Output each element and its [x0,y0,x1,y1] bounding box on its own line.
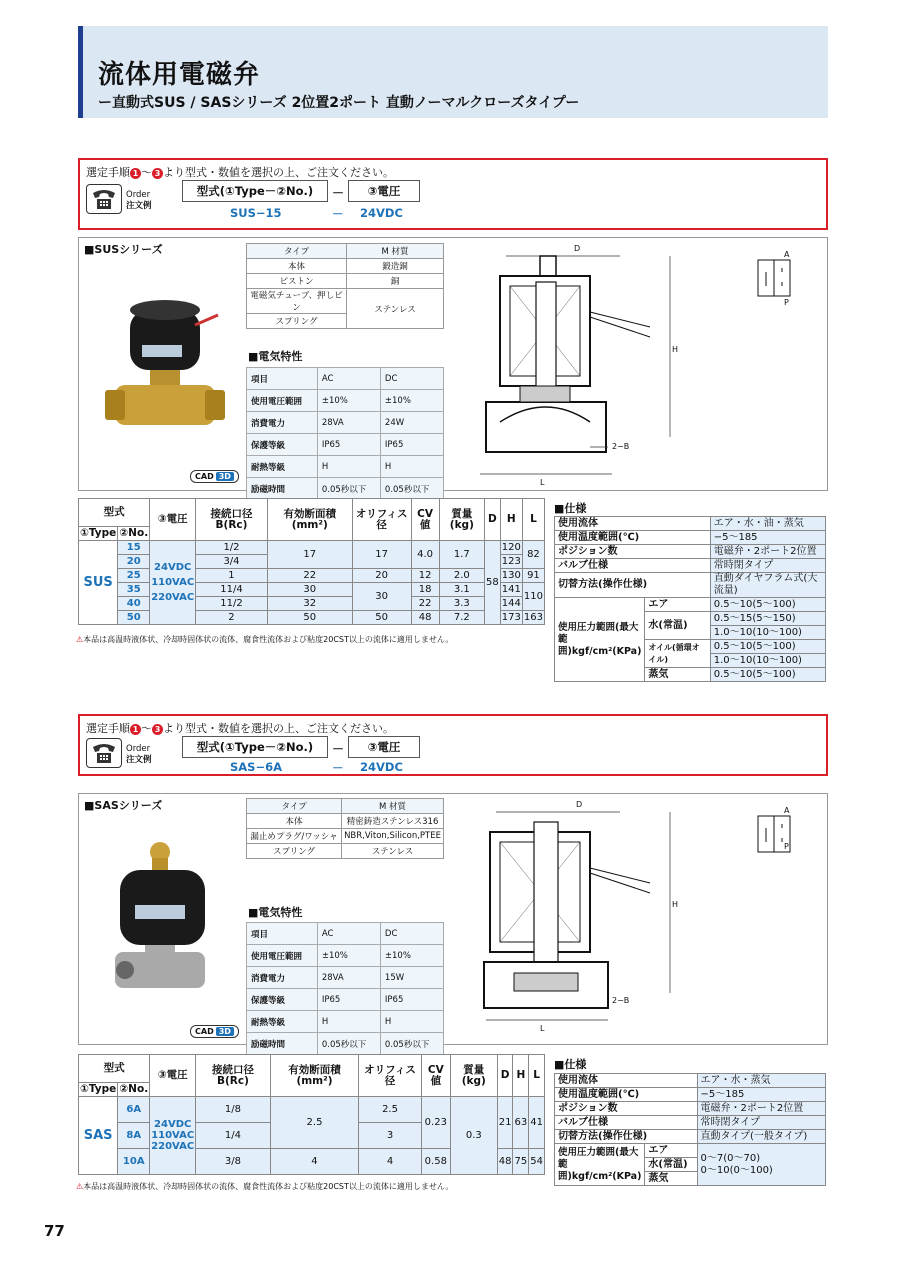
sas-model-table [78,1054,545,1175]
spec-value: 0.5〜15(5〜150) [710,612,825,626]
port-cell: 11/4 [196,583,268,597]
spec-value: 0〜7(0〜70) [700,1152,761,1164]
elec-dc: DC [380,923,443,945]
port-cell: 1/4 [196,1123,271,1149]
port-cell: 1 [196,569,268,583]
th-mass: 質量(kg) [439,499,484,541]
area-cell: 32 [267,597,352,611]
materials-part: スプリング [247,314,347,329]
no-cell: 15 [118,541,150,555]
sas-dimension-drawing [460,798,825,1043]
elec-key: 励磁時間 [247,478,318,500]
materials-value: ステンレス [347,289,444,329]
spec-pressure-values [697,1144,826,1186]
order-voltage-value: 24VDC [360,206,403,220]
order-label-jp: 注文例 [126,201,152,211]
elec-key: 消費電力 [247,412,318,434]
symbol-p-label: P [784,842,789,851]
order-example-box [78,714,828,776]
cv-cell: 0.58 [421,1149,450,1175]
sus-electrical-table [246,367,444,500]
dim-d-label: D [574,244,581,253]
th-d: D [497,1055,513,1097]
th-model: 型式 [79,1055,150,1083]
l-cell: 54 [529,1149,545,1175]
elec-dc: H [380,456,443,478]
sas-spec-title: ■仕様 [554,1058,587,1071]
spec-value: 常時閉タイプ [710,559,825,573]
spec-key: バルブ仕様 [555,559,711,573]
phone-icon [86,184,122,214]
spec-key: 使用圧力範囲(最大範囲)kgf/cm²(KPa) [555,598,645,682]
materials-value: 銅 [347,274,444,289]
no-cell: 6A [118,1097,150,1123]
h-cell: 144 [501,598,521,609]
sas-note [76,1181,453,1192]
order-dash-value: － [332,761,344,775]
h-cell: 130 [501,570,521,581]
l-cell: 163 [523,612,543,623]
order-instruction [86,164,394,180]
elec-ac: AC [317,368,380,390]
elec-dc: ±10% [380,945,443,967]
elec-key: 消費電力 [247,967,318,989]
area-cell: 30 [267,583,352,597]
volt-option: 24VDC [154,562,192,573]
spec-key: 切替方法(操作仕様) [555,1130,698,1144]
spec-subkey: 蒸気 [645,668,710,682]
th-d: D [485,499,501,541]
h-cell: 123 [501,556,521,567]
cv-cell: 0.23 [421,1097,450,1149]
cv-cell: 18 [411,583,439,597]
l-cell: 110 [522,583,544,611]
spec-key: 使用温度範囲(℃) [555,531,711,545]
materials-part: 本体 [247,259,347,274]
warning-icon: ⚠ [76,1182,84,1191]
mass-cell: 2.0 [439,569,484,583]
page-number: 77 [44,1222,65,1240]
elec-ac: IP65 [317,989,380,1011]
phone-icon [86,738,122,768]
elec-dc: H [380,1011,443,1033]
page-title: 流体用電磁弁 [98,60,261,90]
no-cell: 10A [118,1149,150,1175]
no-cell: 8A [118,1123,150,1149]
spec-value: 1.0〜10(10〜100) [710,626,825,640]
spec-value: エア・水・油・蒸気 [710,517,825,531]
step-3-badge: 3 [152,724,163,735]
sus-spec-title: ■仕様 [554,502,587,515]
spec-key: 使用流体 [555,1074,698,1088]
th-l: L [529,1055,545,1097]
h-cell: 173 [501,612,521,623]
elec-dc: 15W [380,967,443,989]
spec-key: 使用圧力範囲(最大範囲)kgf/cm²(KPa) [555,1144,645,1186]
sus-note-text: 本品は高温時液体状、冷却時固体状の流体、腐食性流体および粘度20CST以上の流体に適用しません。 [83,635,454,644]
sas-series-title: ■SASシリーズ [84,799,163,812]
port-cell: 3/8 [196,1149,271,1175]
sas-spec-table [554,1073,826,1186]
sas-electrical-table [246,922,444,1055]
elec-ac: IP65 [317,434,380,456]
th-type: ①Type [80,527,117,539]
port-cell: 2 [196,611,268,625]
cad-label: CAD [195,472,214,481]
order-voltage-box: ③電圧 [348,736,420,758]
elec-dc: DC [380,368,443,390]
elec-key: 保護等級 [247,989,318,1011]
step-1-badge: 1 [130,168,141,179]
symbol-a-label: A [784,806,790,815]
cv-cell: 12 [411,569,439,583]
spec-value: −5〜185 [697,1088,826,1102]
spec-value: 0.5〜10(5〜100) [710,668,825,682]
th-l: L [522,499,544,541]
materials-part: 本体 [247,814,342,829]
materials-part: 電磁気チューブ、押しピン [247,289,347,314]
elec-key: 耐熱等級 [247,456,318,478]
spec-value: 0.5〜10(5〜100) [710,598,825,612]
dim-d-label: D [576,800,583,809]
area-cell: 17 [267,541,352,569]
area-cell: 50 [267,611,352,625]
order-label-en: Order [126,744,151,754]
elec-ac: 0.05秒以下 [317,478,380,500]
mass-cell: 3.1 [439,583,484,597]
h-cell: 141 [501,584,521,595]
spec-value: 電磁弁・2ポート2位置 [697,1102,826,1116]
elec-key: 使用電圧範囲 [247,390,318,412]
elec-ac: 28VA [317,967,380,989]
elec-ac: H [317,456,380,478]
d-cell: 21 [497,1097,513,1149]
elec-dc: IP65 [380,989,443,1011]
sas-note-text: 本品は高温時液体状、冷却時固体状の流体、腐食性流体および粘度20CST以上の流体に適用しません。 [83,1182,454,1191]
th-no: ②No. [119,527,149,539]
elec-ac: AC [317,923,380,945]
materials-value: 鍛造銅 [347,259,444,274]
dim-h-label: H [672,900,679,909]
th-type: ①Type [80,1083,117,1095]
spec-key: ポジション数 [555,545,711,559]
step-3-badge: 3 [152,168,163,179]
th-area: 有効断面積(mm²) [270,1055,359,1097]
dim-h-label: H [672,345,679,354]
spec-key: ポジション数 [555,1102,698,1116]
th-area: 有効断面積(mm²) [267,499,352,541]
orifice-cell: 50 [352,611,411,625]
elec-dc: IP65 [380,434,443,456]
port-cell: 3/4 [196,555,268,569]
volt-option: 110VAC [151,577,195,588]
mass-cell: 1.7 [439,541,484,569]
d-cell: 48 [497,1149,513,1175]
orifice-cell: 2.5 [359,1097,422,1123]
page-subtitle: ー直動式SUS / SASシリーズ 2位置2ポート 直動ノーマルクローズタイプー [98,95,580,111]
order-label [126,190,152,212]
th-port: 接続口径B(Rc) [196,499,268,541]
sus-series-title: ■SUSシリーズ [84,243,163,256]
elec-ac: ±10% [317,390,380,412]
elec-key: 励磁時間 [247,1033,318,1055]
spec-subkey: オイル(循環オイル) [645,640,710,668]
spec-subkey: 蒸気 [645,1172,697,1186]
d-cell: 58 [485,541,501,625]
spec-value: エア・水・蒸気 [697,1074,826,1088]
elec-dc: 0.05秒以下 [380,1033,443,1055]
cad-3d-badge[interactable] [190,1025,239,1038]
area-cell: 4 [270,1149,359,1175]
spec-key: 使用流体 [555,517,711,531]
elec-key: 耐熱等級 [247,1011,318,1033]
materials-head-material: M 材質 [342,799,444,814]
th-orifice: オリフィス径 [359,1055,422,1097]
sus-elec-title: ■電気特性 [248,350,303,363]
cad-label: CAD [195,1027,214,1036]
cad-3d-label: 3D [216,1027,234,1036]
materials-value: 精密鋳造ステンレス316 [342,814,444,829]
dim-l-label: L [540,478,545,487]
spec-subkey: エア [645,598,710,612]
spec-subkey: エア [645,1144,697,1158]
port-cell: 1/2 [196,541,268,555]
no-cell: 35 [118,583,150,597]
mass-cell: 0.3 [450,1097,497,1175]
area-cell: 2.5 [270,1097,359,1149]
no-cell: 25 [118,569,150,583]
th-orifice: オリフィス径 [352,499,411,541]
orifice-cell: 4 [359,1149,422,1175]
spec-subkey: 水(常温) [645,612,710,640]
cv-cell: 48 [411,611,439,625]
order-label-en: Order [126,190,151,200]
order-line-tilde: ～ [141,722,152,735]
elec-dc: 24W [380,412,443,434]
th-mass: 質量(kg) [450,1055,497,1097]
materials-value: ステンレス [342,844,444,859]
th-h: H [500,499,522,541]
elec-ac: H [317,1011,380,1033]
order-dash: － [332,186,345,200]
volt-option: 220VAC [151,592,195,603]
elec-key: 項目 [247,368,318,390]
l-cell: 82 [522,541,544,569]
volt-option: 110VAC [151,1130,195,1141]
spec-subkey: 水(常温) [645,1158,697,1172]
order-line-post: より型式・数値を選択の上、ご注文ください。 [163,722,394,735]
order-voltage-box: ③電圧 [348,180,420,202]
order-label-jp: 注文例 [126,755,152,765]
materials-part: 漏止めプラグ/ワッシャ [247,829,342,844]
orifice-cell: 30 [352,583,411,611]
sus-note [76,634,453,645]
order-model-box: 型式(①Type－②No.) [182,180,328,202]
materials-head-material: M 材質 [347,244,444,259]
spec-value: 0〜10(0〜100) [700,1164,773,1176]
spec-key: 使用温度範囲(℃) [555,1088,698,1102]
order-voltage-value: 24VDC [360,760,403,774]
order-line-pre: 選定手順 [86,166,130,179]
th-voltage: ③電圧 [150,1055,196,1097]
cad-3d-label: 3D [216,472,234,481]
materials-part: ピストン [247,274,347,289]
sus-dimension-drawing [460,242,825,487]
warning-icon: ⚠ [76,635,84,644]
order-model-box: 型式(①Type－②No.) [182,736,328,758]
th-cv: CV値 [411,499,439,541]
th-h: H [513,1055,529,1097]
orifice-cell: 3 [359,1123,422,1149]
th-port: 接続口径B(Rc) [196,1055,271,1097]
sas-elec-title: ■電気特性 [248,906,303,919]
voltage-cell [150,1097,196,1175]
order-line-tilde: ～ [141,166,152,179]
dim-l-label: L [540,1024,545,1033]
type-cell: SAS [79,1097,118,1175]
l-cell: 91 [522,569,544,583]
symbol-p-label: P [784,298,789,307]
no-cell: 20 [118,555,150,569]
order-model-value: SAS−6A [230,760,283,774]
sus-materials-table [246,243,444,329]
cv-cell: 22 [411,597,439,611]
elec-key: 使用電圧範囲 [247,945,318,967]
sas-materials-table [246,798,444,859]
elec-dc: ±10% [380,390,443,412]
area-cell: 22 [267,569,352,583]
sus-model-table [78,498,545,625]
orifice-cell: 20 [352,569,411,583]
order-dash: － [332,742,345,756]
sas-product-image [105,840,225,1000]
step-1-badge: 1 [130,724,141,735]
cv-cell: 4.0 [411,541,439,569]
cad-3d-badge[interactable] [190,470,239,483]
no-cell: 50 [118,611,150,625]
order-label [126,744,152,766]
elec-dc: 0.05秒以下 [380,478,443,500]
port-cell: 1/8 [196,1097,271,1123]
dim-b-label: 2−B [612,442,630,451]
l-cell: 41 [529,1097,545,1149]
order-line-post: より型式・数値を選択の上、ご注文ください。 [163,166,394,179]
no-cell: 40 [118,597,150,611]
order-example-box [78,158,828,230]
mass-cell: 7.2 [439,611,484,625]
elec-ac: 0.05秒以下 [317,1033,380,1055]
spec-value: 常時閉タイプ [697,1116,826,1130]
orifice-cell: 17 [352,541,411,569]
elec-key: 保護等級 [247,434,318,456]
spec-value: 1.0〜10(10〜100) [710,654,825,668]
type-cell: SUS [79,541,118,625]
materials-head-type: タイプ [247,244,347,259]
elec-key: 項目 [247,923,318,945]
port-cell: 11/2 [196,597,268,611]
volt-option: 220VAC [151,1141,195,1152]
volt-option: 24VDC [154,1119,192,1130]
spec-value: 直動タイプ(一般タイプ) [697,1130,826,1144]
th-model: 型式 [79,499,150,527]
elec-ac: 28VA [317,412,380,434]
th-voltage: ③電圧 [150,499,196,541]
order-instruction [86,720,394,736]
spec-key: バルブ仕様 [555,1116,698,1130]
sus-spec-table [554,516,826,682]
th-no: ②No. [119,1083,149,1095]
dim-b-label: 2−B [612,996,630,1005]
h-cell: 120 [501,542,521,553]
h-cell: 75 [513,1149,529,1175]
th-cv: CV値 [421,1055,450,1097]
elec-ac: ±10% [317,945,380,967]
materials-part: スプリング [247,844,342,859]
voltage-cell [150,541,196,625]
h-cell: 63 [513,1097,529,1149]
spec-value: 電磁弁・2ポート2位置 [710,545,825,559]
spec-value: 0.5〜10(5〜100) [710,640,825,654]
spec-value: 直動ダイヤフラム式(大流量) [710,573,825,598]
spec-value: −5〜185 [710,531,825,545]
order-dash-value: － [332,207,344,221]
materials-head-type: タイプ [247,799,342,814]
materials-value: NBR,Viton,Silicon,PTEE [342,829,444,844]
order-model-value: SUS−15 [230,206,282,220]
symbol-a-label: A [784,250,790,259]
mass-cell: 3.3 [439,597,484,611]
sus-product-image [100,290,230,450]
spec-key: 切替方法(操作仕様) [555,573,711,598]
order-line-pre: 選定手順 [86,722,130,735]
